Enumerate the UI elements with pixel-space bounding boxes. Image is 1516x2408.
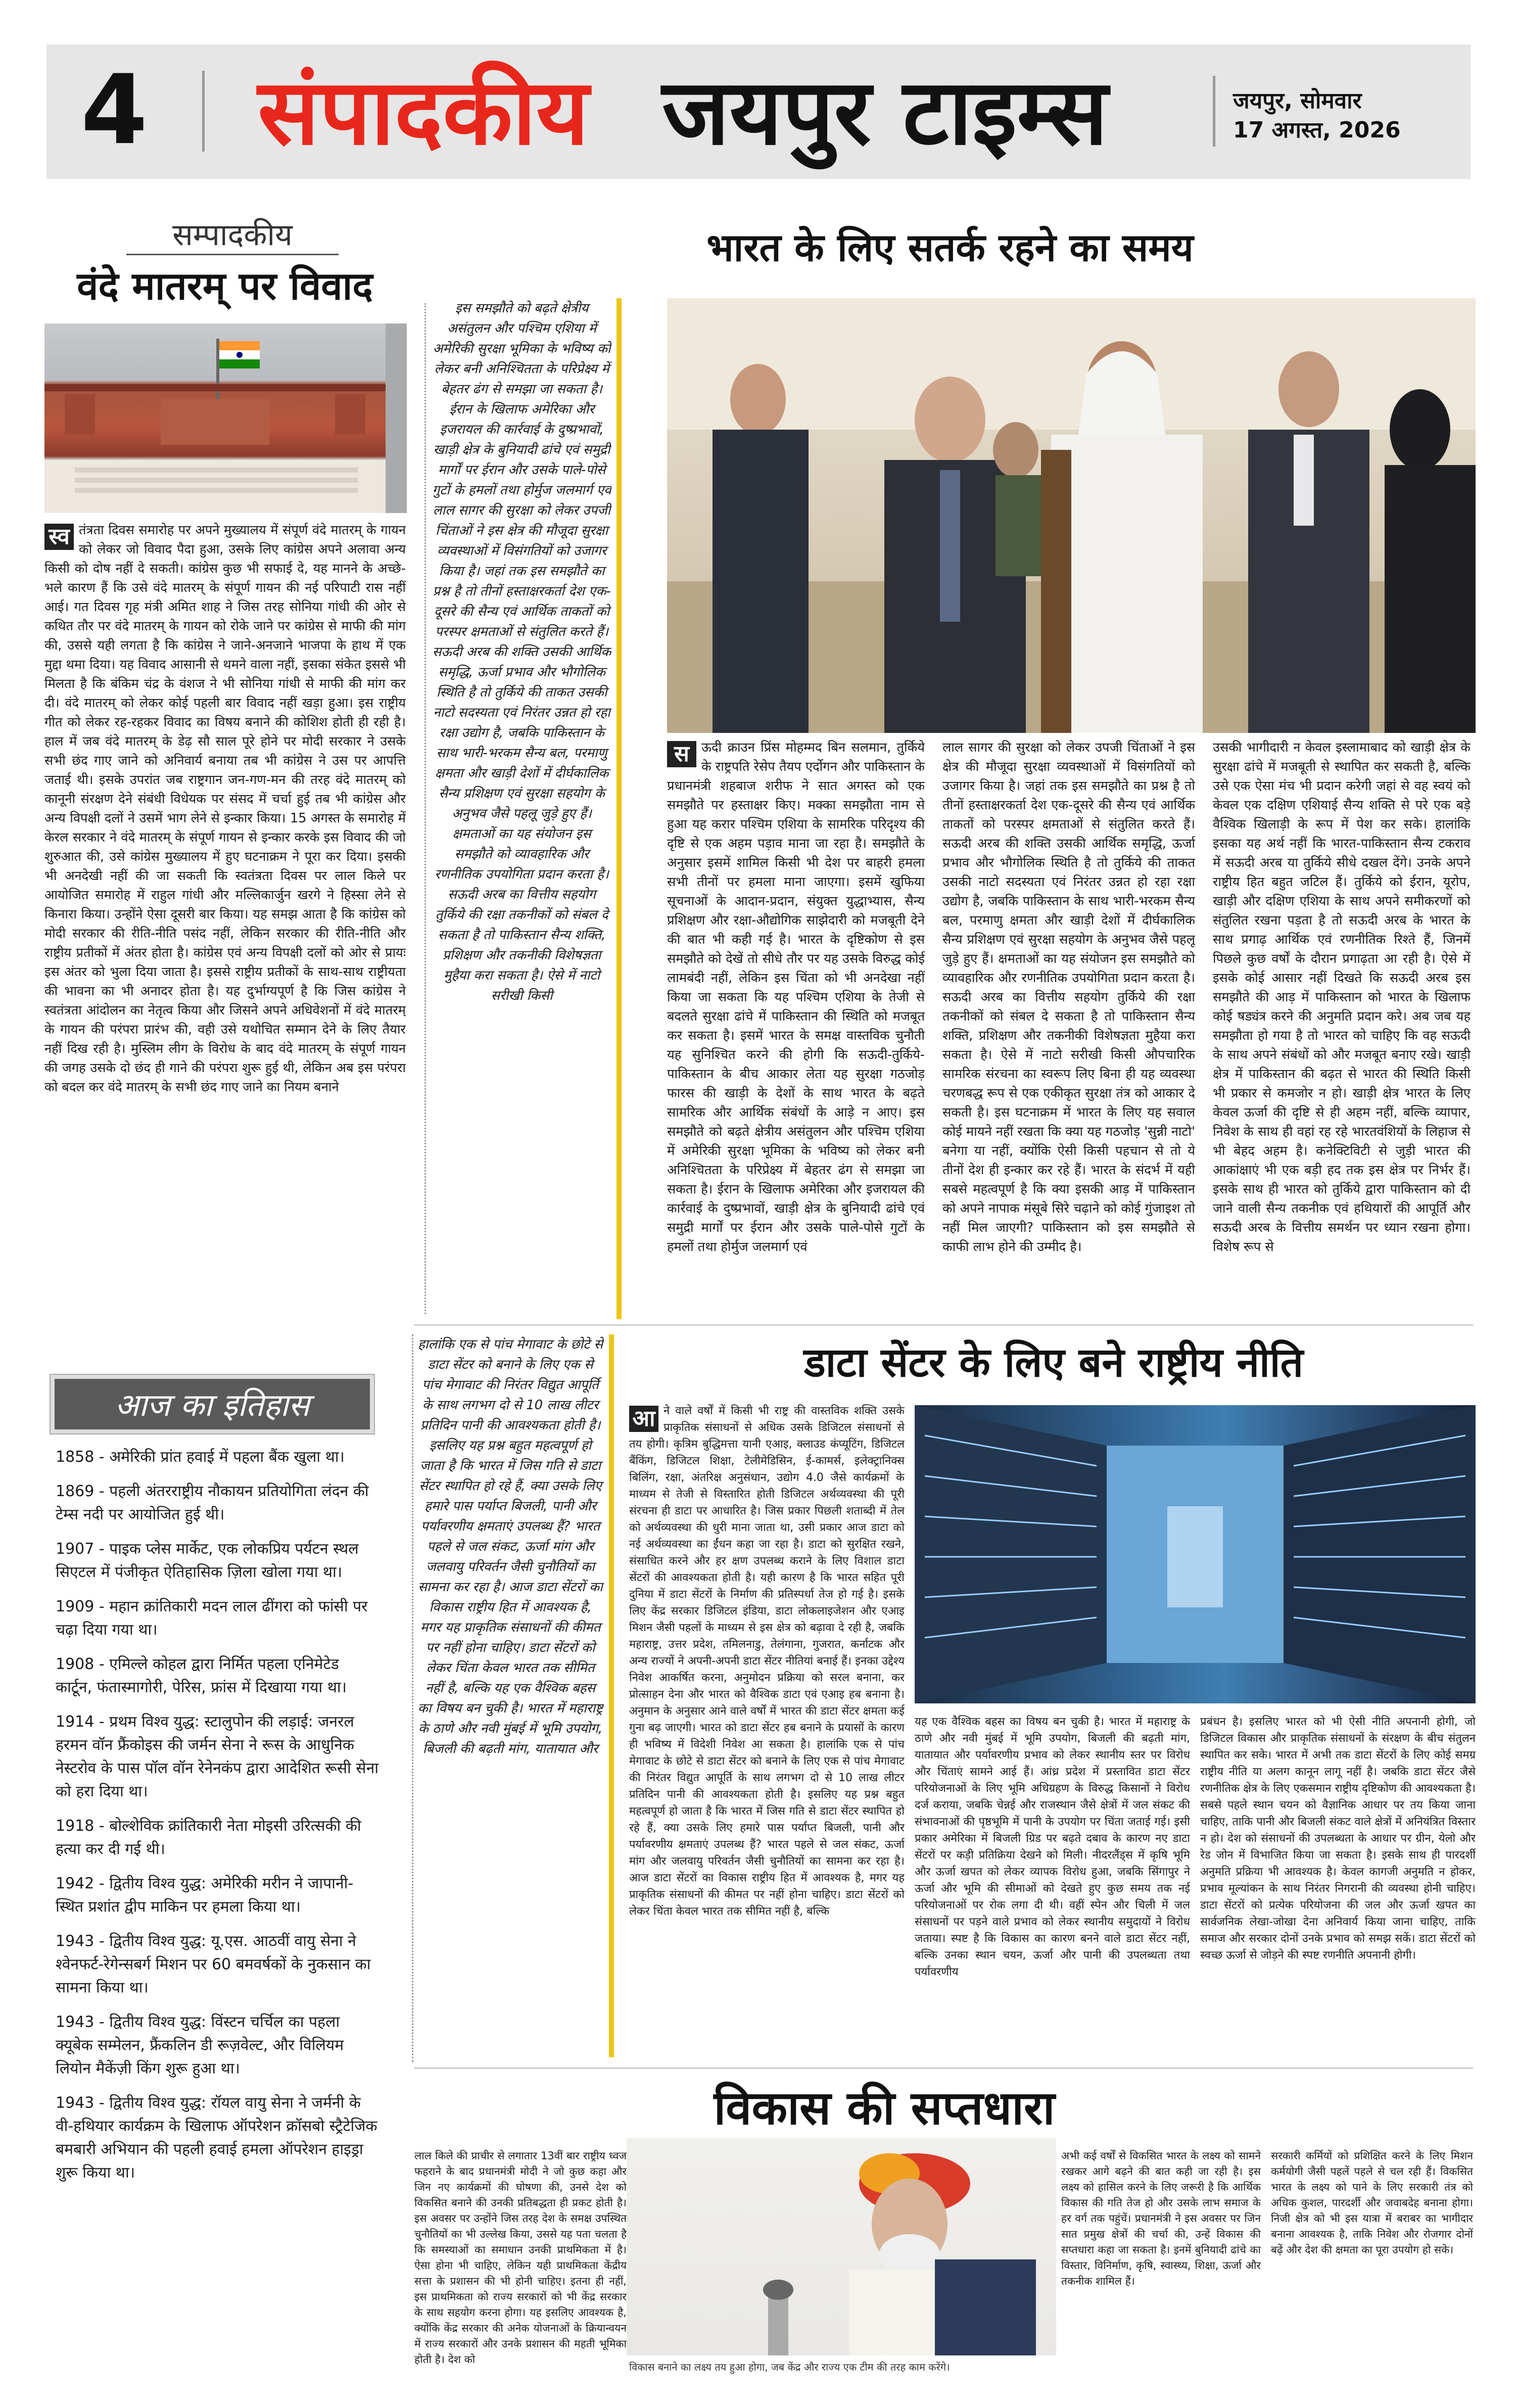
- history-item: 1943 - द्वितीय विश्व युद्ध: यू.एस. आठवीं वायु सेना ने श्वेनफर्ट-रेगेन्सबर्ग मिशन पर 60 बमवर्षकों के नुकसान का सामना किया था।: [56, 1932, 371, 1997]
- pm-photo-caption: विकास बनाने का लक्ष्य तय हुआ होगा, जब केंद्र और राज्य एक टीम की तरह काम करेंगे।: [629, 2361, 950, 2373]
- history-item: 1869 - पहली अंतरराष्ट्रीय नौकायन प्रतियोगिता लंदन की टेम्स नदी पर आयोजित हुई थी।: [56, 1483, 369, 1523]
- section-title: संपादकीय: [258, 60, 589, 165]
- datacenter-col-1: [629, 1403, 905, 2060]
- history-title: आज का इतिहास: [115, 1386, 310, 1423]
- history-item: 1909 - महान क्रांतिकारी मदन लाल ढींगरा को फांसी पर चढ़ा दिया गया था।: [56, 1598, 368, 1639]
- editorial-headline: वंदे मातरम् पर विवाद: [77, 263, 373, 308]
- editorial-body-text: तंत्रता दिवस समारोह पर अपने मुख्यालय में संपूर्ण वंदे मातरम् के गायन को लेकर जो विवाद पैदा हुआ, उसके लिए कांग्रेस अपने अलावा अन्य किसी को दोष नहीं दे सकती। कांग्रेस कुछ भी सफाई दे, यह मानने के अच्छे-भले कारण हैं कि उसे वंदे मातरम् के संपूर्ण गायन की नई परिपाटी रास नहीं आई। गत दिवस गृह मंत्री अमित शाह ने जिस तरह सोनिया गांधी की ओर से कथित तौर पर वंदे मातरम् के गायन को रोके जाने पर कांग्रेस से माफी की मांग की, उससे यही लगता है कि कांग्रेस ने जाने-अनजाने भाजपा के हाथ में एक मुद्दा थमा दिया। यह विवाद आसानी से थमने वाला नहीं, इसका संकेत इससे भी मिलता है कि बंकिम चंद्र के वंशज ने भी सोनिया गांधी से माफी की मांग कर दी। वंदे मातरम् को लेकर कोई पहली बार विवाद नहीं खड़ा हुआ। इस राष्ट्रीय गीत को लेकर रह-रहकर विवाद का विषय बनाने की कोशिश होती ही रही है। हाल में जब वंदे मातरम् के डेढ़ सौ साल पूरे होने पर मोदी सरकार ने उसके सभी छंद गाए जाने को अनिवार्य बनाया तब भी कांग्रेस ने उस पर आपत्ति जताई थी। इसके उपरांत जब राष्ट्रगान जन-गण-मन की तरह वंदे मातरम् को कानूनी संरक्षण देने संबंधी विधेयक पर संसद में चर्चा हुई तब भी कांग्रेस और अन्य विपक्षी दलों ने उसमें भाग लेने से इन्कार किया। 15 अगस्त के समारोह में केरल सरकार ने वंदे मातरम् के संपूर्ण गायन से इन्कार करके इस विवाद की जो शुरुआत की, उसे कांग्रेस मुख्यालय में हुए घटनाक्रम ने पूरा कर दिया। इसकी भी अनदेखी नहीं की जा सकती कि स्वतंत्रता दिवस पर लाल किले पर आयोजित समारोह में राहुल गांधी और मल्लिकार्जुन खरगे ने हिस्सा लेने से किनारा किया। उन्होंने ऐसा दूसरी बार किया। यह समझ आता है कि कांग्रेस को मोदी सरकार की रीति-नीति पसंद नहीं, लेकिन सरकार की रीति-नीति और राष्ट्रीय प्रतीकों में अंतर होता है। कांग्रेस एवं अन्य विपक्षी दलों को ओर से प्रायः इस अंतर को भुला दिया जाता है। इससे राष्ट्रीय प्रतीकों के साथ-साथ राष्ट्रीयता की भावना का भी अनादर होता है। यह दुर्भाग्यपूर्ण है कि जिस कांग्रेस ने स्वतंत्रता आंदोलन का नेतृत्व किया और जिसने अपने अधिवेशनों में वंदे मातरम् के गायन की परंपरा प्रारंभ की, वही उसे यथोचित सम्मान देने के लिए तैयार नहीं दिख रही है। मुस्लिम लीग के विरोध के बाद वंदे मातरम् के संपूर्ण गायन की जगह उसके दो छंद ही गाने की परंपरा शुरू हुई थी, लेकिन अब इस परंपरा को बदल कर वंदे मातरम् के सभी छंद गाए जाने का नियम बनाने: [44, 523, 406, 1095]
- security-col-3: उसकी भागीदारी न केवल इस्लामाबाद को खाड़ी क्षेत्र के सुरक्षा ढांचे में मजबूती से स्थापित कर सकती है, बल्कि उसे एक ऐसा मंच भी प्रदान करेगी जहां से वह स्वयं को केवल एक दक्षिण एशियाई सैन्य शक्ति से परे एक बड़े वैश्विक खिलाड़ी के रूप में पेश कर सके। हालांकि इसका यह अर्थ नहीं कि भारत-पाकिस्तान सैन्य टकराव में सऊदी अरब या तुर्किये सीधे दखल देंगे। उनके अपने राष्ट्रीय हित बहुत जटिल हैं। तुर्किये को ईरान, यूरोप, खाड़ी और दक्षिण एशिया के साथ अपने समीकरणों को संतुलित रखना पड़ता है तो सऊदी अरब के भारत के साथ प्रगाढ़ आर्थिक एवं रणनीतिक रिश्ते हैं, जिनमें पिछले कुछ वर्षों के दौरान प्रगाढ़ता आ रही है। ऐसे में इसके कोई आसार नहीं दिखते कि सऊदी अरब इस समझौते की आड़ में पाकिस्तान को भारत के खिलाफ कोई षड्यंत्र करने की अनुमति प्रदान करे। अब जब यह समझौता हो गया है तो भारत को चाहिए कि वह सऊदी के साथ अपने संबंधों को और मजबूत बनाए रखे। खाड़ी क्षेत्र में पाकिस्तान की बढ़त से भारत की स्थिति किसी भी प्रकार से कमजोर न हो। खाड़ी क्षेत्र भारत के लिए केवल ऊर्जा की दृष्टि से ही अहम नहीं, बल्कि व्यापार, निवेश के साथ ही वहां रह रहे भारतवंशियों के लिहाज से भी बेहद अहम है। कनेक्टिविटी से जुड़ी भारत की आकांक्षाएं भी एक बड़ी हद तक इस क्षेत्र पर निर्भर हैं। इसके साथ ही भारत को तुर्किये द्वारा पाकिस्तान को दी जाने वाली सैन्य तकनीक एवं हथियारों की आपूर्ति और सऊदी अरब के वित्तीय समर्थन पर ध्यान रखना होगा। विशेष रूप से: [1213, 740, 1471, 1255]
- history-list: [56, 1446, 379, 2234]
- history-item: 1908 - एमिल्ले कोहल द्वारा निर्मित पहला एनिमेटेड कार्टून, फंतास्मागोरी, पेरिस, फ्रांस में दिखाया गया था।: [56, 1655, 347, 1696]
- dateline-city: जयपुर, सोमवार: [1233, 88, 1362, 114]
- history-item: 1914 - प्रथम विश्व युद्ध: स्टालुपोन की लड़ाई: जनरल हरमन वॉन फ्रैंकोइस की जर्मन सेना ने रूस के आधुनिक नेस्टरोव के पास पॉल वॉन रेनेनकंप द्वारा आदेशित रूसी सेना को हरा दिया था।: [56, 1713, 378, 1800]
- history-item: 1907 - पाइक प्लेस मार्केट, एक लोकप्रिय पर्यटन स्थल सिएटल में पंजीकृत ऐतिहासिक ज़िला खोला गया था।: [56, 1540, 359, 1581]
- history-item: 1858 - अमेरिकी प्रांत हवाई में पहला बैंक खुला था।: [56, 1448, 345, 1466]
- datacenter-col-1-text: ने वाले वर्षों में किसी भी राष्ट्र की वास्तविक शक्ति उसके प्राकृतिक संसाधनों से अधिक उसके डिजिटल संसाधनों से तय होगी। कृत्रिम बुद्धिमत्ता यानी एआइ, क्लाउड कंप्यूटिंग, डिजिटल बैंकिंग, डिजिटल शिक्षा, टेलीमेडिसिन, ई-कामर्स, इलेक्ट्रानिक्स बिलिंग, रक्षा, अंतरिक्ष अनुसंधान, उद्योग 4.0 जैसे कार्यक्रमों के माध्यम से तेजी से विस्तारित होती डिजिटल अर्थव्यवस्था की पूरी संरचना ही डाटा पर आधारित है। जिस प्रकार पिछली शताब्दी में तेल को अर्थव्यवस्था की धुरी माना जाता था, उसी प्रकार आज डाटा को नई अर्थव्यवस्था का ईंधन कहा जा रहा है। डाटा को सुरक्षित रखने, संसाधित करने और हर क्षण उपलब्ध कराने के लिए विशाल डाटा सेंटरों की आवश्यकता होती है। यही कारण है कि भारत सहित पूरी दुनिया में डाटा सेंटरों के निर्माण की प्रतिस्पर्धा तेज हो गई है। इसके लिए केंद्र सरकार डिजिटल इंडिया, डाटा लोकलाइजेशन और एआइ मिशन जैसी पहलों के माध्यम से इस क्षेत्र को बढ़ावा दे रही है, जबकि महाराष्ट्र, उत्तर प्रदेश, तमिलनाडु, तेलंगाना, गुजरात, कर्नाटक और अन्य राज्यों ने अपनी-अपनी डाटा सेंटर नीतियां बनाई हैं। इनका उद्देश्य निवेश आकर्षित करना, अनुमोदन प्रक्रिया को सरल बनाना, कर प्रोत्साहन देना और भारत को वैश्विक डाटा एवं एआइ हब बनाना है। अनुमान के अनुसार आने वाले वर्षों में भारत की डाटा सेंटर क्षमता कई गुना बढ़ जाएगी। भारत को डाटा सेंटर हब बनाने के प्रयासों के कारण ही भविष्य में विदेशी निवेश आ सकता है। हालांकि एक से पांच मेगावाट के छोटे से डाटा सेंटर को बनाने के लिए एक से पांच मेगावाट की निरंतर विद्युत आपूर्ति के साथ लगभग दो से 10 लाख लीटर प्रतिदिन पानी की आवश्यकता होती है। इसलिए यह प्रश्न बहुत महत्वपूर्ण हो जाता है कि भारत में जिस गति से डाटा सेंटर स्थापित हो रहे हैं, क्या उसके लिए हमारे पास पर्याप्त बिजली, पानी और पर्यावरणीय क्षमताएं उपलब्ध हैं? भारत पहले से जल संकट, ऊर्जा मांग और जलवायु परिवर्तन जैसी चुनौतियों का सामना कर रहा है। आज डाटा सेंटरों का विकास राष्ट्रीय हित में आवश्यक है, मगर यह प्राकृतिक संसाधनों की कीमत पर नहीं होना चाहिए। डाटा सेंटरों को लेकर चिंता केवल भारत तक सीमित नहीं है, बल्कि: [629, 1405, 905, 1918]
- editorial-kicker: सम्पादकीय: [126, 215, 339, 255]
- flag-photo-strip: [386, 323, 407, 513]
- security-dropcap: स: [667, 741, 696, 767]
- security-headline: भारत के लिए सतर्क रहने का समय: [706, 225, 1194, 270]
- editorial-dropcap: स्व: [44, 524, 74, 550]
- datacenter-pull-text: हालांकि एक से पांच मेगावाट के छोटे से डाटा सेंटर को बनाने के लिए एक से पांच मेगावाट की निरंतर विद्युत आपूर्ति के साथ लगभग दो से 10 लाख लीटर प्रतिदिन पानी की आवश्यकता होती है। इसलिए यह प्रश्न बहुत महत्वपूर्ण हो जाता है कि भारत में जिस गति से डाटा सेंटर स्थापित हो रहे हैं, क्या उसके लिए हमारे पास पर्याप्त बिजली, पानी और पर्यावरणीय क्षमताएं उपलब्ध हैं? भारत पहले से जल संकट, ऊर्जा मांग और जलवायु परिवर्तन जैसी चुनौतियों का सामना कर रहा है। आज डाटा सेंटरों का विकास राष्ट्रीय हित में आवश्यक है, मगर यह प्राकृतिक संसाधनों की कीमत पर नहीं होना चाहिए। डाटा सेंटरों को लेकर चिंता केवल भारत तक सीमित नहीं है, बल्कि यह एक वैश्विक बहस का विषय बन चुकी है। भारत में महाराष्ट्र के ठाणे और नवी मुंबई में भूमि उपयोग, बिजली की बढ़ती मांग, यातायात और: [417, 1337, 603, 1756]
- datacenter-col-3: प्रबंधन है। इसलिए भारत को भी ऐसी नीति अपनानी होगी, जो डिजिटल विकास और प्राकृतिक संसाधनों के संरक्षण के बीच संतुलन स्थापित कर सके। भारत में अभी तक डाटा सेंटरों के लिए कोई समग्र राष्ट्रीय नीति या अलग कानून लागू नहीं है। जबकि डाटा सेंटर जैसे रणनीतिक क्षेत्र के लिए एकसमान राष्ट्रीय दृष्टिकोण की आवश्यकता है। सबसे पहले स्थान चयन को वैज्ञानिक आधार पर तय किया जाना चाहिए, ताकि पानी और बिजली संकट वाले क्षेत्रों में अनियंत्रित विस्तार न हो। देश को संसाधनों की उपलब्धता के आधार पर ग्रीन, येलो और रेड जोन में विभाजित किया जा सकता है। इसके साथ ही पारदर्शी अनुमति प्रक्रिया भी आवश्यक है। केवल कागजी अनुमति न होकर, प्रभाव मूल्यांकन के साथ निरंतर निगरानी की व्यवस्था होनी चाहिए। डाटा सेंटरों को प्रत्येक परियोजना की जल और ऊर्जा खपत का सार्वजनिक लेखा-जोखा देना अनिवार्य किया जाना चाहिए, ताकि समाज और सरकार दोनों उनके प्रभाव को समझ सकें। डाटा सेंटरों को स्वच्छ ऊर्जा से जोड़ने की स्पष्ट रणनीति अपनानी होगी।: [1200, 1716, 1476, 1962]
- datacenter-pull-quote: [417, 1334, 614, 2057]
- leaders-meeting-photo: [667, 298, 1476, 733]
- security-pull-quote: [432, 298, 622, 1319]
- page-number: 4: [81, 54, 148, 166]
- datacenter-pull-left-rule: [412, 1334, 413, 2062]
- editorial-body: [44, 521, 406, 1334]
- history-item: 1918 - बोल्शेविक क्रांतिकारी नेता मोइसी उरित्सकी की हत्या कर दी गई थी।: [56, 1817, 361, 1858]
- security-pull-text: इस समझौते को बढ़ते क्षेत्रीय असंतुलन और पश्चिम एशिया में अमेरिकी सुरक्षा भूमिका के भविष्य को लेकर बनी अनिश्चितता के परिप्रेक्ष्य में बेहतर ढंग से समझा जा सकता है। ईरान के खिलाफ अमेरिका और इजरायल की कार्रवाई के दुष्प्रभावों, खाड़ी क्षेत्र के बुनियादी ढांचे एवं समुद्री मार्गों पर ईरान और उसके पाले-पोसे गुटों के हमलों तथा होर्मुज जलमार्ग एवं लाल सागर की सुरक्षा को लेकर उपजी चिंताओं ने इस क्षेत्र की मौजूदा सुरक्षा व्यवस्थाओं में विसंगतियों को उजागर किया है। जहां तक इस समझौते का प्रश्न है तो तीनों हस्ताक्षरकर्ता देश एक-दूसरे की सैन्य एवं आर्थिक ताकतों को परस्पर क्षमताओं से संतुलित करते हैं। सऊदी अरब की शक्ति उसकी आर्थिक समृद्धि, ऊर्जा प्रभाव और भौगोलिक स्थिति है तो तुर्किये की ताकत उसकी नाटो सदस्यता एवं निरंतर उन्नत हो रहा रक्षा उद्योग है, जबकि पाकिस्तान के साथ भारी-भरकम सैन्य बल, परमाणु क्षमता और खाड़ी देशों में दीर्घकालिक सैन्य प्रशिक्षण एवं सुरक्षा सहयोग के अनुभव जैसे पहलू जुड़े हुए हैं। क्षमताओं का यह संयोजन इस समझौते को व्यावहारिक और रणनीतिक उपयोगिता प्रदान करता है। सऊदी अरब का वित्तीय सहयोग तुर्किये की रक्षा तकनीकों को संबल दे सकता है तो पाकिस्तान सैन्य शक्ति, प्रशिक्षण और तकनीकी विशेषज्ञता मुहैया करा सकता है। ऐसे में नाटो सरीखी किसी: [432, 301, 611, 1003]
- datacenter-col-2: यह एक वैश्विक बहस का विषय बन चुकी है। भारत में महाराष्ट्र के ठाणे और नवी मुंबई में भूमि उपयोग, बिजली की बढ़ती मांग, यातायात और पर्यावरणीय प्रभाव को लेकर स्थानीय स्तर पर विरोध और चिंताएं सामने आई हैं। आंध्र प्रदेश में प्रस्तावित डाटा सेंटर परियोजनाओं के लिए भूमि अधिग्रहण के विरुद्ध किसानों ने विरोध दर्ज कराया, जबकि चेन्नई और राजस्थान जैसे क्षेत्रों में जल संकट की संभावनाओं की पृष्ठभूमि में पानी के उपयोग पर चिंता जताई गई। इसी प्रकार अमेरिका में बिजली ग्रिड पर बढ़ते दबाव के कारण नए डाटा सेंटरों पर कड़ी प्रतिक्रिया देखने को मिली। नीदरलैंड्स में कृषि भूमि और ऊर्जा खपत को लेकर व्यापक विरोध हुआ, जबकि सिंगापुर ने ऊर्जा और भूमि की सीमाओं को देखते हुए कुछ समय तक नई परियोजनाओं पर रोक लगा दी थी। वहीं स्पेन और चिली में जल संसाधनों पर पड़ने वाले प्रभाव को लेकर स्थानीय समुदायों ने विरोध जताया। स्पष्ट है कि विकास का कारण बनने वाले डाटा सेंटर नहीं, बल्कि उनका स्थान चयन, ऊर्जा और पानी की उपलब्धता तथा पर्यावरणीय: [915, 1716, 1190, 1978]
- vikas-headline: विकास की सप्तधारा: [714, 2080, 1055, 2135]
- section-rule-1: [414, 1324, 1473, 1326]
- server-racks-photo: [915, 1405, 1476, 1703]
- red-fort-photo: [44, 323, 386, 513]
- vikas-col-2: अभी कई वर्षों से विकसित भारत के लक्ष्य को सामने रखकर आगे बढ़ने की बात कही जा रही है। इस लक्ष्य को हासिल करने के लिए जरूरी है कि आर्थिक विकास की गति तेज हो और उसके लाभ समाज के हर वर्ग तक पहुंचें। प्रधानमंत्री ने इस अवसर पर जिन सात प्रमुख क्षेत्रों की चर्चा की, उन्हें विकास की सप्तधारा कहा जा सकता है। इनमें बुनियादी ढांचे का विस्तार, विनिर्माण, कृषि, स्वास्थ्य, शिक्षा, ऊर्जा और तकनीक शामिल हैं।: [1061, 2150, 1261, 2287]
- datacenter-dropcap: आ: [629, 1406, 658, 1432]
- vikas-col-1: लाल किले की प्राचीर से लगातार 13वीं बार राष्ट्रीय ध्वज फहराने के बाद प्रधानमंत्री मोदी ने जो कुछ कहा और जिन नए कार्यक्रमों की घोषणा की, उनसे देश को विकसित बनाने की उनकी प्रतिबद्धता ही प्रकट होती है। इस अवसर पर उन्होंने जिस तरह देश के समक्ष उपस्थित चुनौतियों का भी उल्लेख किया, उससे यह पता चलता है कि समस्याओं का समाधान उनकी प्राथमिकता में है। ऐसा होना भी चाहिए, लेकिन यही प्राथमिकता केंद्रीय सत्ता के प्रशासन की भी होनी चाहिए। इतना ही नहीं, इस प्राथमिकता को राज्य सरकारों को भी केंद्र सरकार के साथ सहयोग करना होगा। यह इसलिए आवश्यक है, क्योंकि केंद्र सरकार की अनेक योजनाओं के क्रियान्वयन में राज्य सरकारों और उनके प्रशासन की महती भूमिका होती है। देश को: [414, 2150, 627, 2366]
- pm-photo: [627, 2138, 1056, 2355]
- history-item: 1943 - द्वितीय विश्व युद्ध: विंस्टन चर्चिल का पहला क्यूबेक सम्मेलन, फ्रैंकलिन डी रूज़वेल्ट, और विलियम लियोन मैकेंज़ी किंग शुरू हुआ था।: [56, 2013, 344, 2077]
- dateline-date: 17 अगस्त, 2026: [1233, 117, 1401, 143]
- security-col-2: लाल सागर की सुरक्षा को लेकर उपजी चिंताओं ने इस क्षेत्र की मौजूदा सुरक्षा व्यवस्थाओं में विसंगतियों को उजागर किया है। जहां तक इस समझौते का प्रश्न है तो तीनों हस्ताक्षरकर्ता देश एक-दूसरे की सैन्य एवं आर्थिक ताकतों को परस्पर क्षमताओं से संतुलित करते हैं। सऊदी अरब की शक्ति उसकी आर्थिक समृद्धि, ऊर्जा प्रभाव और भौगोलिक स्थिति है तो तुर्किये की ताकत उसकी नाटो सदस्यता एवं निरंतर उन्नत हो रहा रक्षा उद्योग है, जबकि पाकिस्तान के साथ भारी-भरकम सैन्य बल, परमाणु क्षमता और खाड़ी देशों में दीर्घकालिक सैन्य प्रशिक्षण एवं सुरक्षा सहयोग के अनुभव जैसे पहलू जुड़े हुए हैं। क्षमताओं का यह संयोजन इस समझौते को व्यावहारिक और रणनीतिक उपयोगिता प्रदान करता है। सऊदी अरब का वित्तीय सहयोग तुर्किये की रक्षा तकनीकों को संबल दे सकता है तो पाकिस्तान सैन्य शक्ति, प्रशिक्षण और तकनीकी विशेषज्ञता मुहैया करा सकता है। ऐसे में नाटो सरीखी किसी औपचारिक सामरिक संरचना का स्वरूप लिए बिना ही यह व्यवस्था चरणबद्ध रूप से एक एकीकृत सुरक्षा तंत्र को आकार दे सकती है। इस घटनाक्रम में भारत के लिए यह सवाल कोई मायने नहीं रखता कि क्या यह गठजोड़ 'सुन्नी नाटो' बनेगा या नहीं, क्योंकि ऐसी किसी पहचान से तो ये तीनों देश ही इन्कार कर रहे हैं। भारत के संदर्भ में यही सबसे महत्वपूर्ण है कि क्या इसकी आड़ में पाकिस्तान को अपने नापाक मंसूबे सिरे चढ़ाने को कोई गुंजाइश तो नहीं मिल जाएगी? पाकिस्तान को इस समझौते से काफी लाभ होने की उम्मीद है।: [942, 740, 1195, 1255]
- vikas-col-3: सरकारी कर्मियों को प्रशिक्षित करने के लिए मिशन कर्मयोगी जैसी पहलें पहले से चल रही हैं। विकसित भारत के लक्ष्य को पाने के लिए सरकारी तंत्र को अधिक कुशल, पारदर्शी और जवाबदेह बनाना होगा। निजी क्षेत्र को भी इस यात्रा में बराबर का भागीदार बनाना आवश्यक है, ताकि निवेश और रोजगार दोनों बढ़ें और देश की क्षमता का पूरा उपयोग हो सके।: [1271, 2150, 1473, 2256]
- security-col-1-text: ऊदी क्राउन प्रिंस मोहम्मद बिन सलमान, तुर्किये के राष्ट्रपति रेसेप तैयप एर्दोगन और पाकिस्तान के प्रधानमंत्री शहबाज शरीफ ने सात अगस्त को एक समझौते पर हस्ताक्षर किए। मक्का समझौता नाम से हुआ यह करार पश्चिम एशिया के सामरिक परिदृश्य की दृष्टि से एक अहम पड़ाव माना जा रहा है। समझौते के अनुसार इसमें शामिल किसी भी देश पर बाहरी हमला सभी तीनों पर हमला माना जाएगा। इसमें खुफिया सूचनाओं के आदान-प्रदान, संयुक्त युद्धाभ्यास, सैन्य प्रशिक्षण और रक्षा-औद्योगिक साझेदारी को मजबूती देने की बात भी कही गई है। भारत के दृष्टिकोण से इस समझौते को देखें तो सीधे तौर पर यह उसके विरुद्ध कोई लामबंदी नहीं, लेकिन इस चिंता को भी अनदेखा नहीं किया जा सकता कि यह पश्चिम एशिया के तेजी से बदलते सुरक्षा ढांचे में पाकिस्तान की स्थिति को मजबूत कर सकता है। इसमें भारत के समक्ष वास्तविक चुनौती यह सुनिश्चित करने की होगी कि सऊदी-तुर्किये-पाकिस्तान के बीच आकार लेता यह सुरक्षा गठजोड़ फारस की खाड़ी के देशों के साथ भारत के बढ़ते सामरिक और आर्थिक संबंधों के आड़े न आए। इस समझौते को बढ़ते क्षेत्रीय असंतुलन और पश्चिम एशिया में अमेरिकी सुरक्षा भूमिका के भविष्य को लेकर बनी अनिश्चितता के परिप्रेक्ष्य में बेहतर ढंग से समझा जा सकता है। ईरान के खिलाफ अमेरिका और इजरायल की कार्रवाई के दुष्प्रभावों, खाड़ी क्षेत्र के बुनियादी ढांचे एवं समुद्री मार्गों पर ईरान और उसके पाले-पोसे गुटों के हमलों तथा होर्मुज जलमार्ग एवं: [667, 740, 925, 1255]
- datacenter-headline: डाटा सेंटर के लिए बने राष्ट्रीय नीति: [803, 1338, 1304, 1386]
- masthead-divider: [202, 71, 205, 152]
- security-col-1: [667, 738, 925, 1309]
- section-rule-2: [414, 2067, 1473, 2069]
- paper-name: जयपुर टाइम्स: [662, 60, 1108, 165]
- security-pull-left-rule: [424, 303, 426, 1314]
- history-item: 1943 - द्वितीय विश्व युद्ध: रॉयल वायु सेना ने जर्मनी के वी-हथियार कार्यक्रम के खिलाफ ऑपरेशन क्रॉसबो स्ट्रैटेजिक बमबारी अभियान की पहली हवाई हमला ऑपरेशन हाइड्रा शुरू किया था।: [56, 2094, 377, 2182]
- masthead-divider-right: [1213, 76, 1215, 147]
- history-item: 1942 - द्वितीय विश्व युद्ध: अमेरिकी मरीन ने जापानी-स्थित प्रशांत द्वीप माकिन पर हमला किया था।: [56, 1875, 354, 1916]
